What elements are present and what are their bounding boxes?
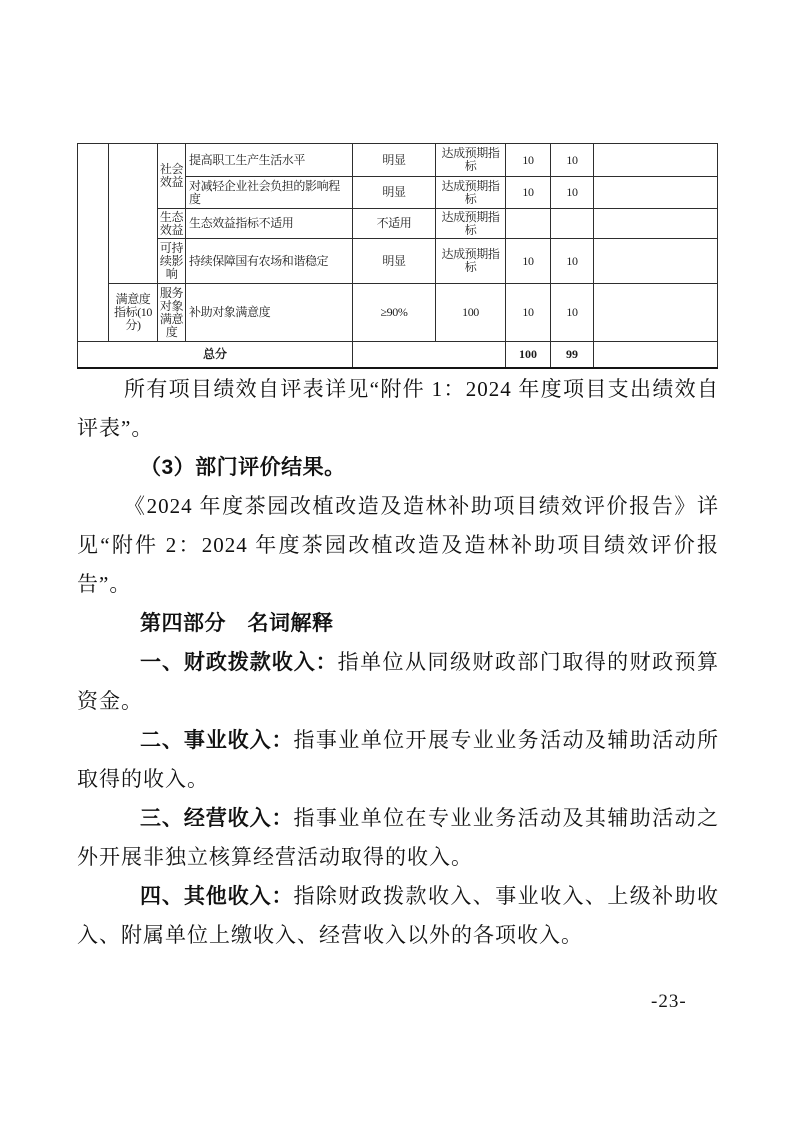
definition-item-operating-income	[77, 721, 719, 799]
table-row	[78, 144, 718, 177]
cell-group-label: 服务对象满意度	[158, 284, 186, 342]
cell-full-score	[506, 209, 551, 239]
table-row	[78, 284, 718, 342]
cell-group-label: 可持续影响	[158, 239, 186, 284]
definition-term: 四、其他收入：	[140, 884, 294, 908]
definition-desc: 指单位从同级财政部门取得的财政预算资金。	[77, 649, 719, 713]
definition-term: 二、事业收入：	[140, 728, 294, 752]
cell-note	[594, 209, 718, 239]
definition-desc: 指事业单位开展专业业务活动及辅助活动所取得的收入。	[77, 727, 720, 791]
paragraph-dept-eval-report: 《2024 年度茶园改植改造及造林补助项目绩效评价报告》详见“附件 2：2024 年度茶园改植改造及造林补助项目绩效评价报告”。	[77, 493, 719, 596]
cell-self-score: 10	[551, 177, 594, 209]
cell-expected-value: 不适用	[353, 209, 436, 239]
cell-full-score: 10	[506, 239, 551, 284]
performance-indicator-table	[77, 143, 718, 369]
table-total-row	[78, 342, 718, 368]
cell-note	[594, 177, 718, 209]
cell-total-blank	[353, 342, 506, 368]
cell-self-score: 10	[551, 284, 594, 342]
section-heading-part4	[77, 604, 719, 643]
cell-actual-value: 100	[436, 284, 506, 342]
cell-expected-value: 明显	[353, 177, 436, 209]
cell-indicator-name: 提高职工生产生活水平	[186, 144, 353, 177]
definition-term: 一、财政拨款收入：	[140, 650, 338, 674]
cell-note	[594, 144, 718, 177]
cell-note	[594, 239, 718, 284]
cell-expected-value: 明显	[353, 239, 436, 284]
cell-self-score: 10	[551, 144, 594, 177]
definition-desc: 指除财政拨款收入、事业收入、上级补助收入、附属单位上缴收入、经营收入以外的各项收入。	[77, 883, 720, 947]
cell-group-label: 生态效益	[158, 209, 186, 239]
cell-blank-category	[109, 144, 158, 284]
cell-full-score: 10	[506, 177, 551, 209]
cell-total-self-score: 99	[551, 342, 594, 368]
cell-expected-value: 明显	[353, 144, 436, 177]
definition-item-other-income	[77, 877, 719, 955]
cell-indicator-name: 对减轻企业社会负担的影响程度	[186, 177, 353, 209]
definition-item-business-income	[77, 799, 719, 877]
cell-total-full-score: 100	[506, 342, 551, 368]
definition-item-fiscal-appropriation	[77, 643, 719, 721]
cell-indicator-name: 补助对象满意度	[186, 284, 353, 342]
page-number: -23-	[651, 991, 687, 1012]
table-row	[78, 209, 718, 239]
cell-self-score	[551, 209, 594, 239]
cell-actual-value: 达成预期指标	[436, 144, 506, 177]
content-area	[77, 143, 719, 955]
cell-blank-left-column	[78, 144, 109, 342]
cell-actual-value: 达成预期指标	[436, 239, 506, 284]
paragraph-self-eval-note: 所有项目绩效自评表详见“附件 1：2024 年度项目支出绩效自评表”。	[77, 376, 719, 440]
cell-total-note	[594, 342, 718, 368]
definition-desc: 指事业单位在专业业务活动及其辅助活动之外开展非独立核算经营活动取得的收入。	[77, 805, 720, 869]
cell-total-label: 总分	[78, 342, 353, 368]
heading-dept-eval-result-label: （3）部门评价结果。	[140, 455, 346, 479]
section-heading-part4-label: 第四部分 名词解释	[140, 611, 334, 635]
cell-note	[594, 284, 718, 342]
cell-expected-value: ≥90%	[353, 284, 436, 342]
body-text	[77, 370, 719, 955]
cell-group-label: 社会效益	[158, 144, 186, 209]
cell-full-score: 10	[506, 144, 551, 177]
cell-self-score: 10	[551, 239, 594, 284]
definition-term: 三、经营收入：	[140, 806, 294, 830]
cell-actual-value: 达成预期指标	[436, 209, 506, 239]
cell-satisfaction-category: 满意度指标(10 分)	[109, 284, 158, 342]
cell-indicator-name: 生态效益指标不适用	[186, 209, 353, 239]
cell-full-score: 10	[506, 284, 551, 342]
cell-actual-value: 达成预期指标	[436, 177, 506, 209]
heading-dept-eval-result	[77, 448, 719, 487]
table-row	[78, 239, 718, 284]
cell-indicator-name: 持续保障国有农场和谐稳定	[186, 239, 353, 284]
